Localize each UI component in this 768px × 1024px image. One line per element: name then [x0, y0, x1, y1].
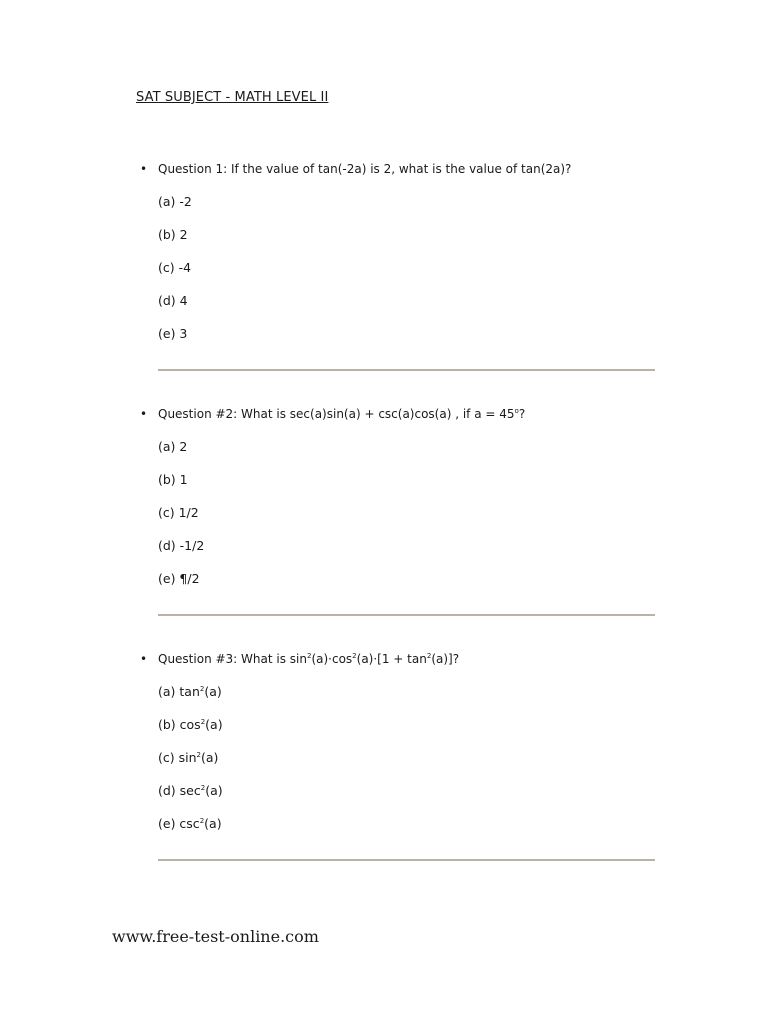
option-e-label: (e) csc: [158, 816, 200, 831]
option-d: (d) 4: [158, 293, 188, 308]
option-c: [158, 750, 655, 766]
option-d-arg: (a): [205, 783, 223, 798]
option-d: (d) -1/2: [158, 538, 205, 553]
squared-superscript: 2: [200, 718, 206, 726]
option-c: (c) 1/2: [158, 505, 199, 520]
question-3-part: Question #3: What is sin: [158, 652, 307, 666]
option-d: [158, 783, 655, 799]
question-1-options: [140, 194, 655, 342]
question-3-part: (a)]?: [431, 652, 460, 666]
option-a-arg: (a): [204, 684, 222, 699]
option-c-arg: (a): [200, 750, 219, 765]
option-c-label: (c) sin: [158, 750, 197, 765]
question-2-text: [140, 406, 655, 422]
option-e: (e) 3: [158, 326, 188, 341]
degree-superscript: o: [514, 407, 519, 415]
divider: [158, 859, 655, 861]
option-b: (b) 1: [158, 472, 188, 487]
question-1-text: [140, 161, 655, 177]
option-b: (b) 2: [158, 227, 188, 242]
question-3: [140, 651, 655, 861]
squared-superscript: 2: [352, 652, 357, 660]
squared-superscript: 2: [199, 685, 205, 693]
question-3-options: [140, 684, 655, 832]
question-2-options: [140, 439, 655, 587]
option-c: (c) -4: [158, 260, 192, 275]
question-2-label-end: ?: [518, 407, 526, 421]
squared-superscript: 2: [196, 751, 201, 759]
option-e: [158, 816, 655, 832]
squared-superscript: 2: [200, 784, 206, 792]
page-title: SAT SUBJECT - MATH LEVEL II: [136, 90, 329, 105]
divider: [158, 614, 655, 616]
option-b: [158, 717, 655, 733]
question-2-label-main: Question #2: What is sec(a)sin(a) + csc(a)cos(a) , if a = 45: [158, 407, 515, 421]
squared-superscript: 2: [199, 817, 205, 825]
bullet: •: [140, 407, 148, 421]
squared-superscript: 2: [306, 652, 312, 660]
bullet: •: [140, 162, 148, 176]
question-2: [140, 406, 655, 616]
question-3-part: (a)·[1 + tan: [356, 652, 427, 666]
footer-url: www.free-test-online.com: [112, 927, 319, 946]
option-a: [158, 684, 655, 700]
option-e-arg: (a): [204, 816, 222, 831]
question-3-text: [140, 651, 655, 667]
squared-superscript: 2: [426, 652, 432, 660]
question-1: [140, 161, 655, 371]
question-1-label: Question 1: If the value of tan(-2a) is 2, what is the value of tan(2a)?: [158, 162, 572, 176]
divider: [158, 369, 655, 371]
option-a: (a) 2: [158, 439, 188, 454]
option-a: (a) -2: [158, 194, 192, 209]
option-d-label: (d) sec: [158, 783, 201, 798]
bullet: •: [140, 652, 148, 666]
option-b-label: (b) cos: [158, 717, 201, 732]
question-3-part: (a)·cos: [311, 652, 353, 666]
option-e: (e) ¶/2: [158, 571, 200, 586]
option-b-arg: (a): [205, 717, 223, 732]
option-a-label: (a) tan: [158, 684, 200, 699]
